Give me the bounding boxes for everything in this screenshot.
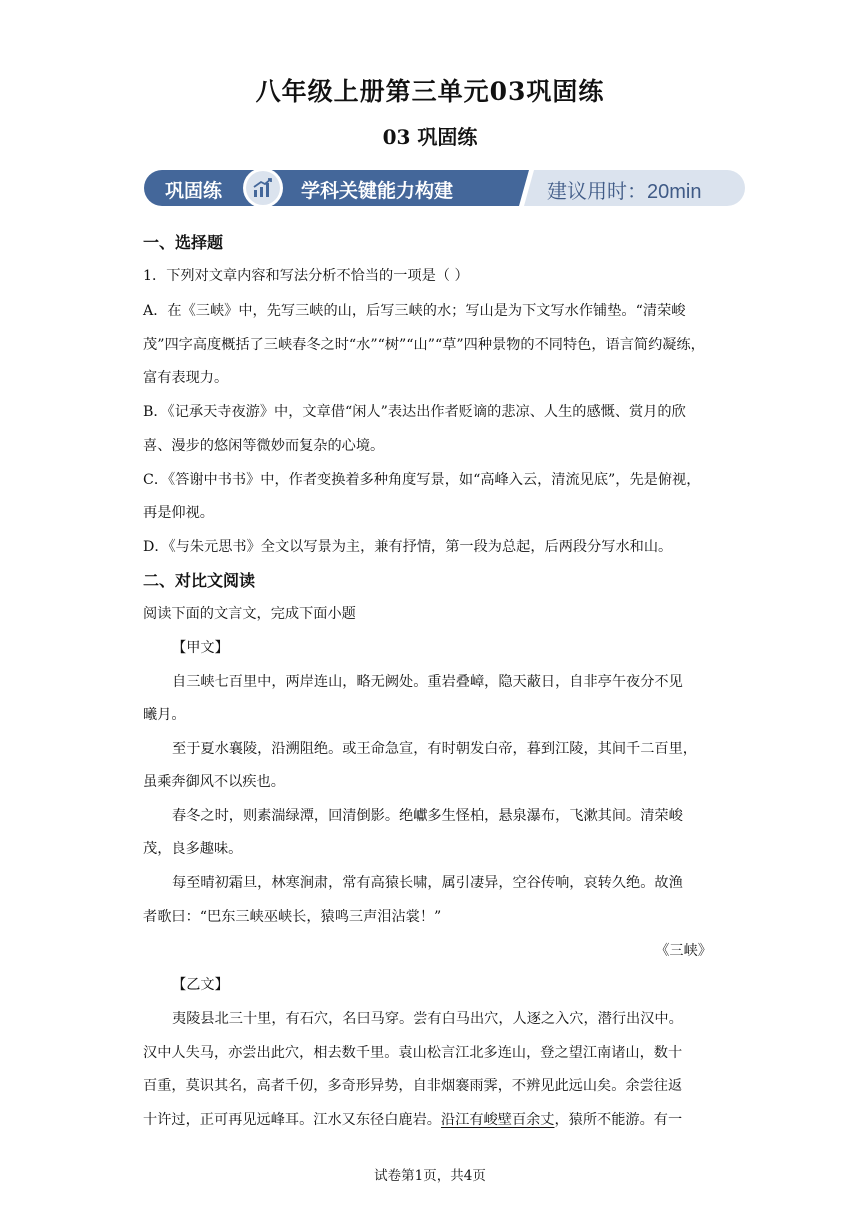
option-c-line: C．《答谢中书书》中，作者变换着多种角度写景，如“高峰入云，清流见底”，先是俯视， (143, 472, 701, 488)
option-b-line: B．《记承天寺夜游》中，文章借“闲人”表达出作者贬谪的悲凉、人生的感慨、赏月的欣 (143, 404, 686, 420)
passage-a-line: 虽乘奔御风不以疾也。 (143, 774, 285, 790)
passage-a-line: 者歌曰：“巴东三峡巫峡长，猿鸣三声泪沾裳！” (143, 909, 442, 925)
underlined-phrase: 沿江有峻壁百余丈 (440, 1112, 555, 1128)
passage-b-label: 【乙文】 (172, 977, 229, 993)
passage-a-label: 【甲文】 (172, 640, 229, 656)
option-c-line: 再是仰视。 (143, 505, 214, 521)
suggested-time: 建议用时：20min (547, 179, 702, 203)
passage-b-line: 十许过，正可再见远峰耳。江水又东径白鹿岩。沿江有峻壁百余丈，猿所不能游。有一 (143, 1112, 683, 1128)
passage-a-line: 曦月。 (143, 707, 186, 723)
section-heading-reading: 二、对比文阅读 (143, 571, 256, 590)
section-banner (143, 169, 746, 207)
page-title: 八年级上册第三单元03巩固练 (255, 77, 605, 106)
option-a-line: 茂”四字高度概括了三峡春冬之时“水”“树”“山”“草”四种景物的不同特色，语言简约凝练， (143, 337, 705, 353)
page-footer: 试卷第1页，共4页 (374, 1168, 486, 1184)
passage-a-line: 每至晴初霜旦，林寒涧肃，常有高猿长啸，属引凄异，空谷传响，哀转久绝。故渔 (172, 875, 683, 891)
passage-a-line: 自三峡七百里中，两岸连山，略无阙处。重岩叠嶂，隐天蔽日，自非亭午夜分不见 (172, 674, 683, 690)
passage-a-line: 茂，良多趣味。 (143, 841, 243, 857)
question-1: 1．下列对文章内容和写法分析不恰当的一项是（ ） (143, 268, 469, 284)
section-heading-choice: 一、选择题 (143, 233, 224, 252)
option-d-line: D．《与朱元思书》全文以写景为主，兼有抒情，第一段为总起，后两段分写水和山。 (143, 539, 673, 555)
banner-mid-label: 学科关键能力构建 (301, 180, 454, 202)
option-b-line: 喜、漫步的悠闲等微妙而复杂的心境。 (143, 438, 385, 454)
reading-instructions: 阅读下面的文言文，完成下面小题 (143, 606, 356, 622)
banner-left-label: 巩固练 (165, 180, 223, 202)
passage-a-line: 至于夏水襄陵，沿溯阻绝。或王命急宣，有时朝发白帝，暮到江陵，其间千二百里， (172, 741, 697, 757)
passage-b-line: 百重，莫识其名，高者千仞，多奇形异势，自非烟褰雨霁，不辨见此远山矣。余尝往返 (143, 1078, 683, 1094)
option-a-line: 富有表现力。 (143, 370, 229, 386)
passage-b-line: 汉中人失马，亦尝出此穴，相去数千里。袁山松言江北多连山，登之望江南诸山，数十 (143, 1045, 683, 1061)
option-a-line: A．在《三峡》中，先写三峡的山，后写三峡的水；写山是为下文写水作铺垫。“清荣峻 (143, 303, 686, 319)
passage-a-line: 春冬之时，则素湍绿潭，回清倒影。绝巘多生怪柏，悬泉瀑布，飞漱其间。清荣峻 (172, 808, 683, 824)
passage-a-source: 《三峡》 (655, 943, 712, 959)
passage-b-line: 夷陵县北三十里，有石穴，名曰马穿。尝有白马出穴，人逐之入穴，潜行出汉中。 (172, 1011, 683, 1027)
page-subtitle: 03 巩固练 (382, 125, 478, 149)
